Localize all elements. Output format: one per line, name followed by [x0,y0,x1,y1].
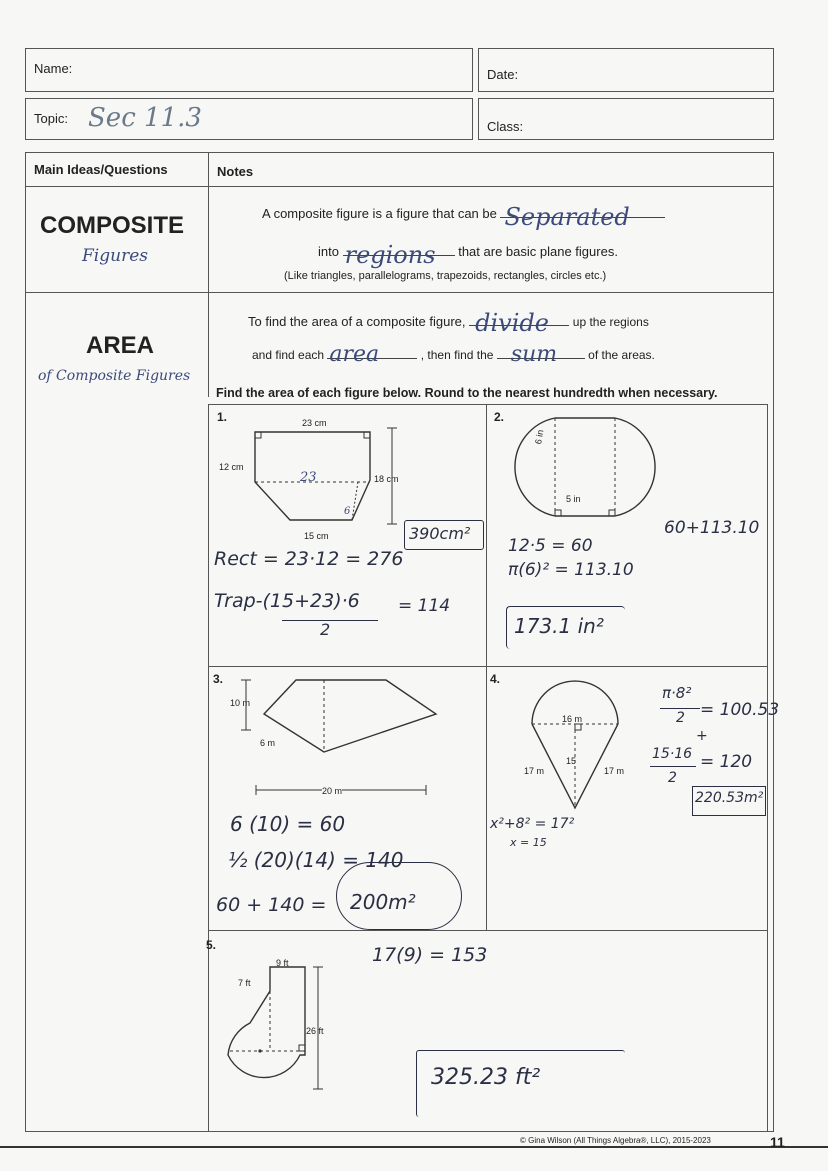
area-blank-2 [327,342,417,367]
problem-4-work-2-result: = 120 [700,752,753,772]
area-answer-2: area [329,342,380,367]
problem-2-number: 2. [494,410,505,424]
problem-4-work-2: 15·16 [652,746,693,762]
name-label: Name: [34,61,73,76]
problem-4-plus: + [696,728,708,744]
composite-line-2 [318,241,618,269]
column-right-header: Notes [217,164,254,179]
problem-4-work-2-den: 2 [668,770,677,786]
problem-1-work-1: Rect = 23·12 = 276 [214,548,404,570]
problem-3-answer: 200m² [350,890,416,914]
problem-3-number: 3. [213,672,224,686]
composite-answer-1: Separated [504,203,630,231]
grid-horizontal-1 [208,666,768,667]
topic-box[interactable] [25,98,473,140]
area-line-1-text: To find the area of a composite figure, [248,314,466,329]
problem-3-work-2: ½ (20)(14) = 140 [228,848,404,872]
area-line-2 [252,342,655,367]
problem-4-fraction-bar-2 [650,766,696,767]
problem-2-work-2: π(6)² = 113.10 [508,560,634,580]
problem-5-left-label: 7 ft [238,978,251,988]
problem-2-answer: 173.1 in² [514,614,604,638]
name-box[interactable] [25,48,473,92]
problem-5-number: 5. [206,938,217,952]
problem-3-figure [236,672,446,802]
problem-1-number: 1. [217,410,228,424]
class-label: Class: [487,119,524,134]
problem-5-top-label: 9 ft [276,958,289,968]
column-divider [208,152,209,397]
problem-4-work-1-result: = 100.53 [700,700,780,720]
problem-2-bottom-label: 5 in [566,494,581,504]
instructions-text: Find the area of each figure below. Round to the nearest hundredth when necessary. [216,386,718,400]
area-blank-3 [497,342,585,367]
problem-5-answer: 325.23 ft² [431,1065,541,1090]
problem-4-work-1: π·8² [662,684,692,702]
problem-1-mark-6: 6 [344,506,351,517]
area-title: AREA [86,332,155,359]
topic-value: Sec 11.3 [88,103,202,133]
problem-1-work-2-den: 2 [320,620,331,639]
problem-2-work-3: 60+113.10 [664,518,760,538]
problem-4-answer: 220.53m² [695,790,764,806]
problem-3-work-3: 60 + 140 = [216,894,327,916]
composite-answer-2: regions [344,241,436,269]
footer-copyright: © Gina Wilson (All Things Algebra®, LLC), 2015-2023 [520,1136,711,1145]
composite-subtitle: Figures [82,246,148,266]
problem-2-answer-box [506,606,625,649]
composite-line-3: (Like triangles, parallelograms, trapezoids, rectangles, circles etc.) [284,270,607,282]
footer-rule [0,1146,828,1148]
area-subtitle: of Composite Figures [38,368,191,384]
area-blank-1 [469,309,569,337]
area-answer-1: divide [475,309,549,337]
problem-4-number: 4. [490,672,501,686]
problem-4-pythagoras-2: x = 15 [510,836,547,849]
class-box[interactable] [478,98,774,140]
area-line-2-post: of the areas. [588,348,655,362]
problem-1-answer-box [404,520,484,550]
problem-3-offset-label: 6 m [260,738,276,748]
problem-5-answer-box [416,1050,625,1117]
problem-3-base-label: 20 m [322,786,343,796]
problem-1-top-label: 23 cm [302,418,327,428]
area-line-1-post: up the regions [572,315,649,329]
row-divider-composite [25,292,774,293]
problem-3-answer-loop [336,862,462,930]
problem-1-left-label: 12 cm [219,462,244,472]
problem-1-work-2: Trap-(15+23)·6 [214,590,360,612]
problem-2-figure [505,410,665,520]
problem-5-right-label: 26 ft [306,1026,324,1036]
composite-line-1 [262,203,665,231]
grid-horizontal-2 [208,930,768,931]
problem-2-work-1: 12·5 = 60 [508,536,593,556]
area-line-2-mid: , then find the [420,348,494,362]
column-left-header: Main Ideas/Questions [34,162,168,177]
problem-4-figure [520,670,630,820]
problem-4-diameter-label: 16 m [562,714,583,724]
date-box[interactable] [478,48,774,92]
topic-label: Topic: [34,111,68,126]
problem-5-figure [210,955,340,1090]
problem-1-bottom-label: 15 cm [304,531,329,541]
problem-4-work-1-den: 2 [676,710,685,726]
problem-2-side-label: 6 in [533,428,546,446]
area-answer-3: sum [510,342,558,367]
composite-blank-2 [343,241,455,269]
composite-line-1-text: A composite figure is a figure that can be [262,206,497,221]
date-label: Date: [487,67,519,82]
problem-4-right-label: 17 m [604,766,625,776]
problem-1-answer: 390cm² [409,524,471,543]
area-line-1 [248,309,649,337]
problem-3-work-1: 6 (10) = 60 [230,812,346,836]
problem-1-mark-23: 23 [300,470,317,485]
problem-4-left-label: 17 m [524,766,545,776]
problem-1-work-2-result: = 114 [398,596,451,616]
problem-3-height-label: 10 m [230,698,251,708]
problem-4-answer-box [692,786,766,816]
problem-1-right-label: 18 cm [374,474,399,484]
area-line-2-text: and find each [252,348,325,362]
composite-blank-1 [500,203,665,231]
composite-title: COMPOSITE [40,212,185,239]
problem-5-work-1: 17(9) = 153 [372,944,488,966]
row-divider-header [25,186,774,187]
composite-line-2-into: into [318,244,339,259]
problem-4-height-label: 15 [566,756,577,766]
footer-page-number: 11 [770,1134,785,1150]
problem-4-pythagoras-1: x²+8² = 17² [490,816,575,832]
composite-line-2-text: that are basic plane figures. [458,244,618,259]
